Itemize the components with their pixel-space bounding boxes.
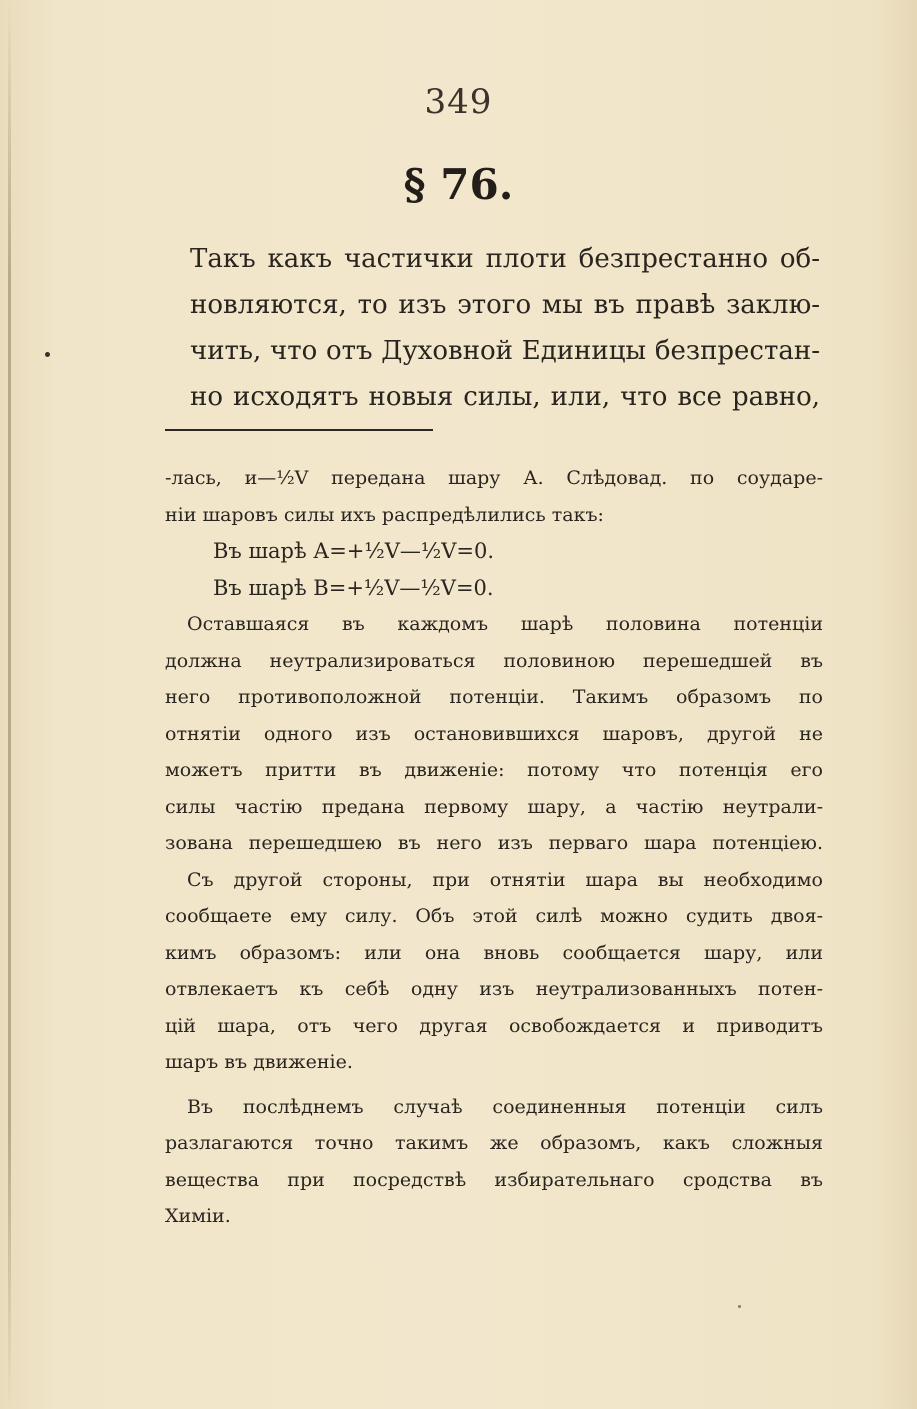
page-binding-shadow <box>8 0 11 1409</box>
footnote-line: -лась, и—½V передана шару А. Слѣдовад. по соударе- <box>165 467 823 489</box>
footnote-line: ніи шаровъ силы ихъ распредѣлились такъ: <box>165 503 604 526</box>
footnote-line: Съ другой стороны, при отнятіи шара вы необходимо <box>187 868 823 891</box>
footnote-line: отнятіи одного изъ остановившихся шаровъ, другой не <box>165 722 823 745</box>
footnote-line: сообщаете ему силу. Объ этой силѣ можно судить двоя- <box>165 905 823 927</box>
main-line: новляются, то изъ этого мы въ правѣ заклю- <box>190 290 820 320</box>
footnote-line: него противоположной потенціи. Такимъ образомъ по <box>165 686 823 708</box>
footnote-line: силы частію предана первому шару, а частію неутрали- <box>165 795 823 818</box>
footnote-line: должна неутрализироваться половиною перешедшей въ <box>165 649 823 672</box>
footnote-block <box>165 460 823 1235</box>
footnote-line: Оставшаяся въ каждомъ шарѣ половина потенціи <box>187 613 823 635</box>
footnote-line: разлагаются точно такимъ же образомъ, какъ сложныя <box>165 1132 823 1154</box>
ink-speck <box>45 352 50 357</box>
footnote-line: отвлекаетъ къ себѣ одну изъ неутрализованныхъ потен- <box>165 978 823 1000</box>
formula-line: Въ шарѣ А=+½V—½V=0. <box>213 539 495 563</box>
formula-line: Въ шарѣ В=+½V—½V=0. <box>213 575 494 600</box>
paper-speck <box>738 1305 741 1308</box>
footnote-line: Въ послѣднемъ случаѣ соединенныя потенціи силъ <box>187 1095 823 1118</box>
footnote-line: шаръ въ движеніе. <box>165 1051 353 1073</box>
footnote-line: вещества при посредствѣ избирательнаго сродства въ <box>165 1168 823 1191</box>
footnote-line: цій шара, отъ чего другая освобождается и приводитъ <box>165 1014 823 1037</box>
main-line: чить, что отъ Духовной Единицы безпрестан- <box>190 336 820 366</box>
page-number: 349 <box>424 82 493 122</box>
section-title: § 76. <box>403 160 514 209</box>
footnote-line: зована перешедшею въ него изъ перваго шара потенціею. <box>165 832 823 854</box>
footnote-line: можетъ притти въ движеніе: потому что потенція его <box>165 759 823 781</box>
footnote-line: кимъ образомъ: или она вновь сообщается шару, или <box>165 941 823 964</box>
main-line: Такъ какъ частички плоти безпрестанно об- <box>190 244 820 274</box>
main-paragraph <box>190 236 820 420</box>
footnote-line: Химіи. <box>165 1205 231 1227</box>
main-line: но исходятъ новыя силы, или, что все равно, <box>190 382 820 412</box>
footnote-rule <box>165 429 433 431</box>
